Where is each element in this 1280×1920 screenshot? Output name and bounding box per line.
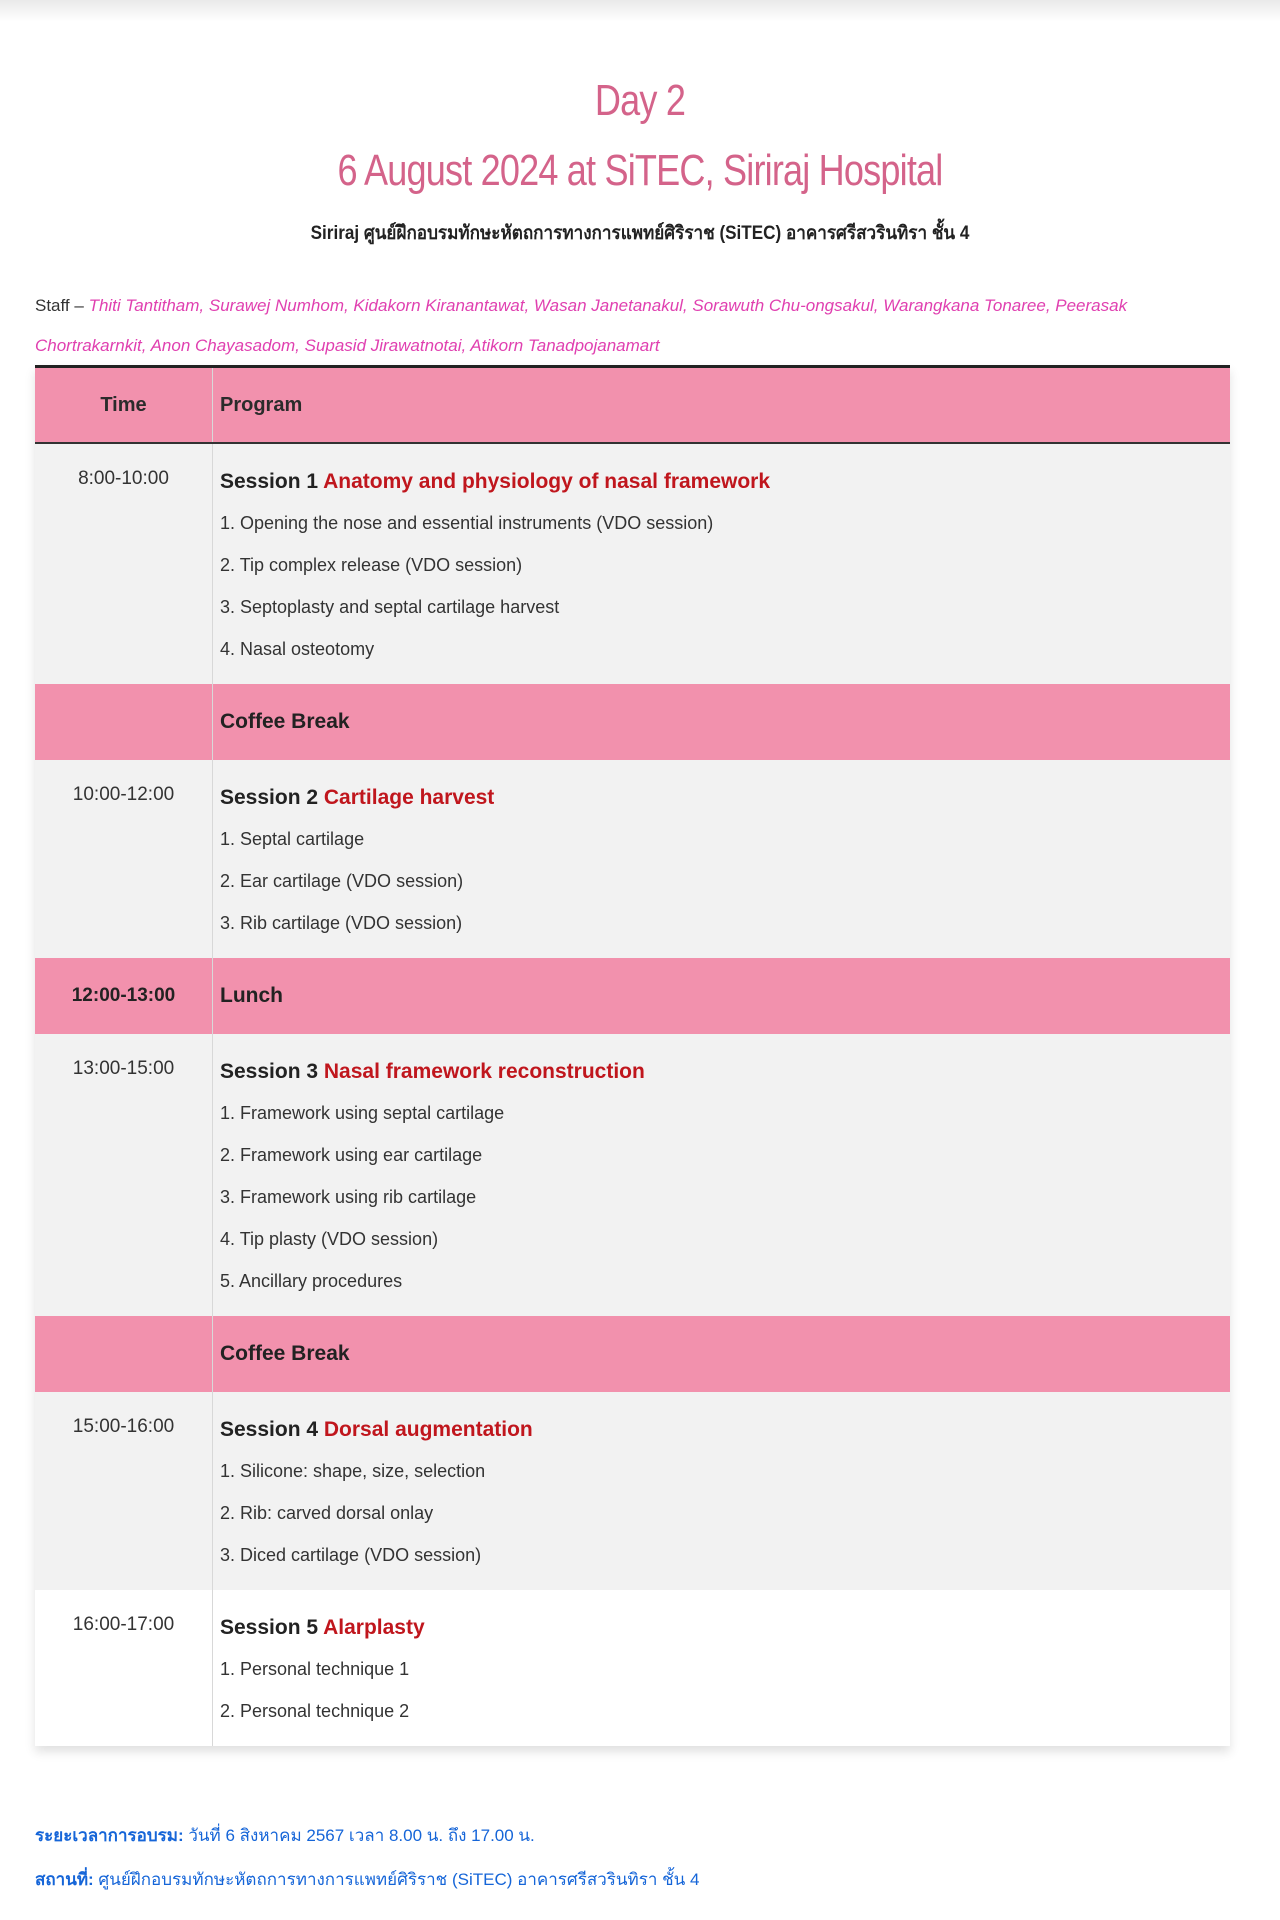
session-label: Session 5 [220,1616,324,1639]
time-column-header: Time [35,368,213,442]
break-row [35,1316,1230,1392]
session-title [220,1416,1230,1444]
session-item: 2. Framework using ear cartilage [220,1145,483,1165]
session-topic: Nasal framework reconstruction [323,1060,645,1083]
duration-value: วันที่ 6 สิงหาคม 2567 เวลา 8.00 น. ถึง 17.00 น. [183,1826,535,1845]
row-time: 15:00-16:00 [35,1392,213,1590]
date-venue-title: 6 August 2024 at SiTEC, Siriraj Hospital [337,146,943,195]
program-column-header: Program [220,393,303,416]
row-time: 16:00-17:00 [35,1590,213,1746]
session-item: 1. Personal technique 1 [220,1659,410,1679]
session-item: 1. Septal cartilage [220,829,365,849]
row-time: 8:00-10:00 [35,444,213,684]
row-time: 10:00-12:00 [35,760,213,958]
session-item: 3. Rib cartilage (VDO session) [220,913,463,933]
session-program [213,1034,1230,1316]
session-item: 5. Ancillary procedures [220,1271,403,1291]
session-row [35,444,1230,684]
place-label: สถานที่: [35,1870,94,1889]
session-title [220,468,1230,496]
footer-info [35,1814,699,1902]
row-time [35,1316,213,1392]
session-item: 4. Tip plasty (VDO session) [220,1229,439,1249]
session-title [220,1614,1230,1642]
duration-line [35,1814,699,1858]
staff-label: Staff – [35,296,89,315]
break-label: Coffee Break [220,710,350,733]
venue-subtitle: Siriraj ศูนย์ฝึกอบรมทักษะหัตถการทางการแพทย์ศิริราช (SiTEC) อาคารศรีสวรินทิรา ชั้น 4 [310,223,970,244]
row-time [35,684,213,760]
session-label: Session 1 [220,470,324,493]
staff-list [35,286,1235,366]
duration-label: ระยะเวลาการอบรม: [35,1826,184,1845]
session-program [213,760,1230,958]
session-item: 3. Septoplasty and septal cartilage harvest [220,597,560,617]
session-item: 3. Framework using rib cartilage [220,1187,477,1207]
session-title [220,1058,1230,1086]
session-topic: Alarplasty [323,1616,425,1639]
table-header-row [35,368,1230,444]
row-time: 13:00-15:00 [35,1034,213,1316]
staff-names: Thiti Tantitham, Surawej Numhom, Kidakorn Kiranantawat, Wasan Janetanakul, Sorawuth Chu-ongsakul, Warangkana Tonaree, Peerasak Chortrakarnkit, Anon Chayasadom, Supasid Jirawatnotai, Atikorn Tanadpojanamart [35,296,1128,355]
session-item: 1. Framework using septal cartilage [220,1103,505,1123]
session-item: 1. Opening the nose and essential instruments (VDO session) [220,513,714,533]
place-value: ศูนย์ฝึกอบรมทักษะหัตถการทางการแพทย์ศิริราช (SiTEC) อาคารศรีสวรินทิรา ชั้น 4 [93,1870,700,1889]
top-shadow [0,0,1280,22]
session-item: 1. Silicone: shape, size, selection [220,1461,486,1481]
session-row [35,1590,1230,1746]
session-item: 3. Diced cartilage (VDO session) [220,1545,482,1565]
session-label: Session 3 [220,1060,324,1083]
session-program [213,1590,1230,1746]
session-topic: Anatomy and physiology of nasal framework [323,470,771,493]
break-label: Lunch [220,984,283,1007]
session-row [35,1034,1230,1316]
day-title: Day 2 [594,76,686,125]
session-item: 2. Ear cartilage (VDO session) [220,871,464,891]
session-row [35,760,1230,958]
page-header [0,68,1280,248]
session-program [213,1392,1230,1590]
schedule-table [35,365,1230,1746]
session-item: 2. Personal technique 2 [220,1701,410,1721]
session-program [213,444,1230,684]
session-title [220,784,1230,812]
session-label: Session 4 [220,1418,324,1441]
break-label: Coffee Break [220,1342,350,1365]
session-item: 2. Rib: carved dorsal onlay [220,1503,434,1523]
place-line [35,1858,699,1902]
session-item: 4. Nasal osteotomy [220,639,375,659]
session-label: Session 2 [220,786,324,809]
session-topic: Cartilage harvest [323,786,495,809]
row-time: 12:00-13:00 [35,958,213,1034]
session-topic: Dorsal augmentation [323,1418,533,1441]
break-row [35,958,1230,1034]
session-item: 2. Tip complex release (VDO session) [220,555,523,575]
session-row [35,1392,1230,1590]
break-row [35,684,1230,760]
